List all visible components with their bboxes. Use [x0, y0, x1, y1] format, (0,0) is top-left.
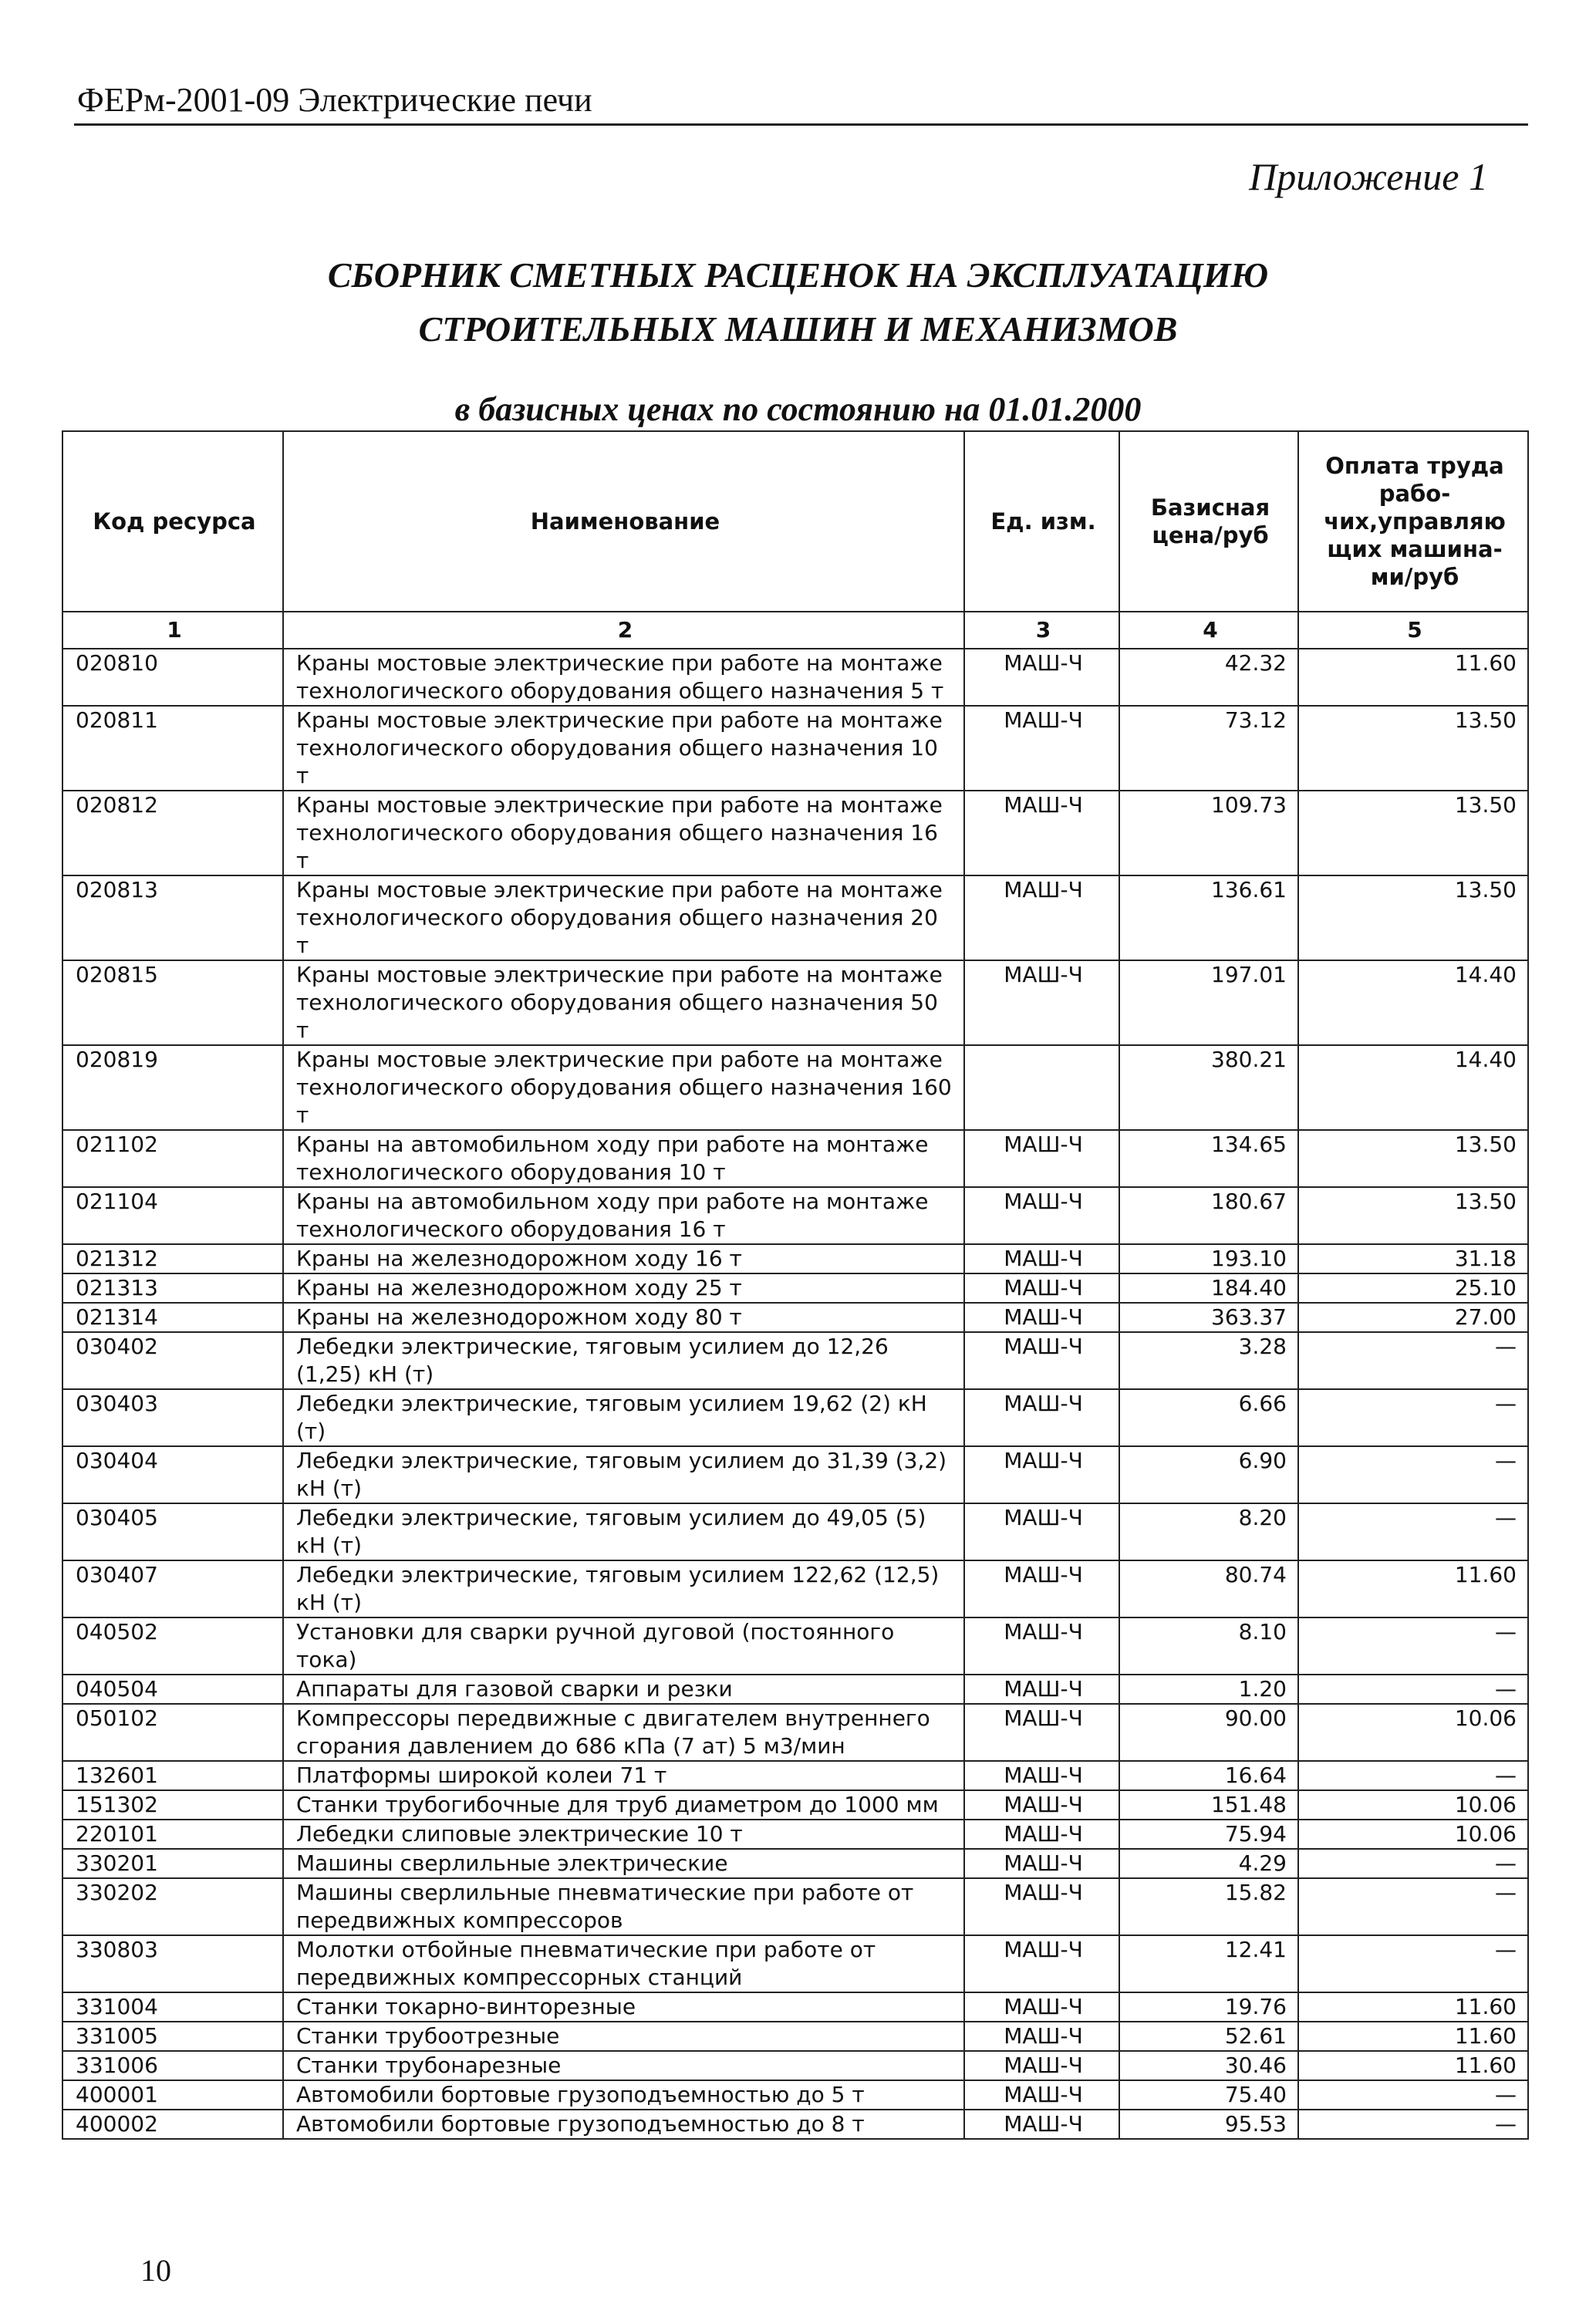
resource-name: Краны на автомобильном ходу при работе на монтаже технологического оборудования 10 т — [283, 1130, 964, 1187]
table-row — [62, 1187, 1528, 1244]
resource-code: 021313 — [62, 1273, 283, 1303]
table-row — [62, 1130, 1528, 1187]
wage-cell: 11.60 — [1298, 2022, 1528, 2051]
resource-code: 020810 — [62, 649, 283, 706]
unit-cell: МАШ-Ч — [964, 1446, 1119, 1503]
table-row — [62, 1303, 1528, 1332]
table-row — [62, 1045, 1528, 1130]
resource-name: Автомобили бортовые грузоподъемностью до 5 т — [283, 2080, 964, 2110]
unit-cell: МАШ-Ч — [964, 1878, 1119, 1935]
resource-name: Станки трубоотрезные — [283, 2022, 964, 2051]
resource-code: 030402 — [62, 1332, 283, 1389]
wage-cell: 11.60 — [1298, 1992, 1528, 2022]
resource-name: Станки трубонарезные — [283, 2051, 964, 2080]
resource-name: Аппараты для газовой сварки и резки — [283, 1675, 964, 1704]
wage-cell: 11.60 — [1298, 649, 1528, 706]
resource-name: Краны на железнодорожном ходу 16 т — [283, 1244, 964, 1273]
resource-name: Лебедки электрические, тяговым усилием до 31,39 (3,2) кН (т) — [283, 1446, 964, 1503]
column-number: 5 — [1298, 612, 1528, 649]
table-row — [62, 2051, 1528, 2080]
unit-cell: МАШ-Ч — [964, 1849, 1119, 1878]
unit-cell: МАШ-Ч — [964, 706, 1119, 791]
unit-cell: МАШ-Ч — [964, 1303, 1119, 1332]
wage-cell: 27.00 — [1298, 1303, 1528, 1332]
header-wage: Оплата труда рабо-чих,управляю щих машина-ми/руб — [1298, 431, 1528, 612]
base-price: 73.12 — [1119, 706, 1298, 791]
base-price: 363.37 — [1119, 1303, 1298, 1332]
base-price: 6.66 — [1119, 1389, 1298, 1446]
resource-name: Установки для сварки ручной дуговой (постоянного тока) — [283, 1617, 964, 1675]
header-rule — [74, 123, 1528, 126]
unit-cell: МАШ-Ч — [964, 1820, 1119, 1849]
column-number: 1 — [62, 612, 283, 649]
resource-name: Краны мостовые электрические при работе на монтаже технологического оборудования общего назначения 50 т — [283, 960, 964, 1045]
table-row — [62, 1761, 1528, 1790]
resource-name: Краны на железнодорожном ходу 25 т — [283, 1273, 964, 1303]
table-row — [62, 2022, 1528, 2051]
wage-cell: 10.06 — [1298, 1704, 1528, 1761]
wage-cell: — — [1298, 2080, 1528, 2110]
wage-cell: 10.06 — [1298, 1820, 1528, 1849]
base-price: 19.76 — [1119, 1992, 1298, 2022]
column-number: 4 — [1119, 612, 1298, 649]
base-price: 30.46 — [1119, 2051, 1298, 2080]
document-title-line-2: СТРОИТЕЛЬНЫХ МАШИН И МЕХАНИЗМОВ — [418, 309, 1178, 349]
base-price: 42.32 — [1119, 649, 1298, 706]
table-row — [62, 1503, 1528, 1560]
unit-cell: МАШ-Ч — [964, 1389, 1119, 1446]
table-row — [62, 2110, 1528, 2139]
wage-cell: — — [1298, 2110, 1528, 2139]
resource-code: 331005 — [62, 2022, 283, 2051]
table-row — [62, 1675, 1528, 1704]
resource-name: Краны мостовые электрические при работе на монтаже технологического оборудования общего назначения 5 т — [283, 649, 964, 706]
unit-cell: МАШ-Ч — [964, 1675, 1119, 1704]
base-price: 184.40 — [1119, 1273, 1298, 1303]
resource-name: Машины сверлильные электрические — [283, 1849, 964, 1878]
unit-cell: МАШ-Ч — [964, 1244, 1119, 1273]
wage-cell: 14.40 — [1298, 960, 1528, 1045]
wage-cell: 25.10 — [1298, 1273, 1528, 1303]
unit-cell: МАШ-Ч — [964, 791, 1119, 875]
base-price: 1.20 — [1119, 1675, 1298, 1704]
table-row — [62, 1992, 1528, 2022]
base-price: 52.61 — [1119, 2022, 1298, 2051]
resource-code: 030405 — [62, 1503, 283, 1560]
unit-cell: МАШ-Ч — [964, 960, 1119, 1045]
wage-cell: 13.50 — [1298, 1187, 1528, 1244]
resource-name: Компрессоры передвижные с двигателем внутреннего сгорания давлением до 686 кПа (7 ат) 5 м3/мин — [283, 1704, 964, 1761]
wage-cell: 10.06 — [1298, 1790, 1528, 1820]
table-row — [62, 706, 1528, 791]
unit-cell: МАШ-Ч — [964, 1761, 1119, 1790]
unit-cell: МАШ-Ч — [964, 1935, 1119, 1992]
resource-name: Станки трубогибочные для труб диаметром до 1000 мм — [283, 1790, 964, 1820]
resource-name: Краны на железнодорожном ходу 80 т — [283, 1303, 964, 1332]
header-code: Код ресурса — [62, 431, 283, 612]
resource-name: Машины сверлильные пневматические при работе от передвижных компрессоров — [283, 1878, 964, 1935]
wage-cell: — — [1298, 1675, 1528, 1704]
unit-cell: МАШ-Ч — [964, 1273, 1119, 1303]
wage-cell: 13.50 — [1298, 706, 1528, 791]
wage-cell: 13.50 — [1298, 875, 1528, 960]
page-number: 10 — [140, 2253, 171, 2288]
resource-code: 220101 — [62, 1820, 283, 1849]
resource-name: Станки токарно-винторезные — [283, 1992, 964, 2022]
resource-code: 330803 — [62, 1935, 283, 1992]
wage-cell: 31.18 — [1298, 1244, 1528, 1273]
column-number: 2 — [283, 612, 964, 649]
base-price: 380.21 — [1119, 1045, 1298, 1130]
resource-code: 030407 — [62, 1560, 283, 1617]
wage-cell: 14.40 — [1298, 1045, 1528, 1130]
resource-code: 021102 — [62, 1130, 283, 1187]
base-price: 8.10 — [1119, 1617, 1298, 1675]
unit-cell: МАШ-Ч — [964, 1992, 1119, 2022]
table-row — [62, 1617, 1528, 1675]
table-row — [62, 1878, 1528, 1935]
table-row — [62, 1935, 1528, 1992]
unit-cell: МАШ-Ч — [964, 1560, 1119, 1617]
base-price: 109.73 — [1119, 791, 1298, 875]
table-row — [62, 791, 1528, 875]
resource-code: 040502 — [62, 1617, 283, 1675]
table-row — [62, 1560, 1528, 1617]
resource-code: 021312 — [62, 1244, 283, 1273]
table-row — [62, 1820, 1528, 1849]
base-price: 75.94 — [1119, 1820, 1298, 1849]
base-price: 197.01 — [1119, 960, 1298, 1045]
unit-cell: МАШ-Ч — [964, 1187, 1119, 1244]
base-price: 180.67 — [1119, 1187, 1298, 1244]
document-title-line-1: СБОРНИК СМЕТНЫХ РАСЦЕНОК НА ЭКСПЛУАТАЦИЮ — [327, 255, 1269, 295]
wage-cell: 11.60 — [1298, 2051, 1528, 2080]
resource-name: Краны мостовые электрические при работе на монтаже технологического оборудования общего назначения 10 т — [283, 706, 964, 791]
base-price: 6.90 — [1119, 1446, 1298, 1503]
resource-name: Краны на автомобильном ходу при работе на монтаже технологического оборудования 16 т — [283, 1187, 964, 1244]
wage-cell: 11.60 — [1298, 1560, 1528, 1617]
base-price: 193.10 — [1119, 1244, 1298, 1273]
table-header-row — [62, 431, 1528, 612]
base-price: 15.82 — [1119, 1878, 1298, 1935]
wage-cell: — — [1298, 1389, 1528, 1446]
resource-name: Краны мостовые электрические при работе на монтаже технологического оборудования общего назначения 16 т — [283, 791, 964, 875]
resource-code: 040504 — [62, 1675, 283, 1704]
wage-cell: — — [1298, 1935, 1528, 1992]
wage-cell: 13.50 — [1298, 1130, 1528, 1187]
table-row — [62, 1389, 1528, 1446]
unit-cell: МАШ-Ч — [964, 1130, 1119, 1187]
resource-code: 330201 — [62, 1849, 283, 1878]
wage-cell: — — [1298, 1503, 1528, 1560]
unit-cell: МАШ-Ч — [964, 1503, 1119, 1560]
resource-code: 030404 — [62, 1446, 283, 1503]
resource-name: Краны мостовые электрические при работе на монтаже технологического оборудования общего назначения 20 т — [283, 875, 964, 960]
resource-code: 331006 — [62, 2051, 283, 2080]
resource-name: Лебедки слиповые электрические 10 т — [283, 1820, 964, 1849]
table-row — [62, 1332, 1528, 1389]
appendix-label: Приложение 1 — [1249, 155, 1488, 198]
resource-code: 030403 — [62, 1389, 283, 1446]
base-price: 136.61 — [1119, 875, 1298, 960]
resource-name: Лебедки электрические, тяговым усилием до 49,05 (5) кН (т) — [283, 1503, 964, 1560]
unit-cell — [964, 1045, 1119, 1130]
base-price: 134.65 — [1119, 1130, 1298, 1187]
resource-code: 151302 — [62, 1790, 283, 1820]
resource-code: 021104 — [62, 1187, 283, 1244]
resource-code: 020815 — [62, 960, 283, 1045]
unit-cell: МАШ-Ч — [964, 2051, 1119, 2080]
resource-name: Лебедки электрические, тяговым усилием до 12,26 (1,25) кН (т) — [283, 1332, 964, 1389]
unit-cell: МАШ-Ч — [964, 875, 1119, 960]
resource-name: Платформы широкой колеи 71 т — [283, 1761, 964, 1790]
resource-code: 330202 — [62, 1878, 283, 1935]
table-row — [62, 1273, 1528, 1303]
resource-code: 020819 — [62, 1045, 283, 1130]
table-row — [62, 960, 1528, 1045]
table-row — [62, 1790, 1528, 1820]
wage-cell: — — [1298, 1332, 1528, 1389]
resource-code: 331004 — [62, 1992, 283, 2022]
base-price: 95.53 — [1119, 2110, 1298, 2139]
resource-name: Лебедки электрические, тяговым усилием 122,62 (12,5) кН (т) — [283, 1560, 964, 1617]
column-number-row — [62, 612, 1528, 649]
resource-code: 132601 — [62, 1761, 283, 1790]
unit-cell: МАШ-Ч — [964, 1332, 1119, 1389]
resource-code: 050102 — [62, 1704, 283, 1761]
header-price: Базисная цена/руб — [1119, 431, 1298, 612]
resource-code: 020812 — [62, 791, 283, 875]
unit-cell: МАШ-Ч — [964, 2110, 1119, 2139]
unit-cell: МАШ-Ч — [964, 1790, 1119, 1820]
table-row — [62, 1704, 1528, 1761]
table-row — [62, 1446, 1528, 1503]
table-row — [62, 1244, 1528, 1273]
unit-cell: МАШ-Ч — [964, 2022, 1119, 2051]
base-price: 90.00 — [1119, 1704, 1298, 1761]
base-price: 16.64 — [1119, 1761, 1298, 1790]
wage-cell: — — [1298, 1878, 1528, 1935]
base-price: 80.74 — [1119, 1560, 1298, 1617]
wage-cell: — — [1298, 1849, 1528, 1878]
base-price: 8.20 — [1119, 1503, 1298, 1560]
resource-code: 400001 — [62, 2080, 283, 2110]
resource-code: 021314 — [62, 1303, 283, 1332]
running-header: ФЕРм-2001-09 Электрические печи — [77, 81, 592, 119]
base-price: 75.40 — [1119, 2080, 1298, 2110]
base-price: 3.28 — [1119, 1332, 1298, 1389]
resource-name: Автомобили бортовые грузоподъемностью до 8 т — [283, 2110, 964, 2139]
base-price: 151.48 — [1119, 1790, 1298, 1820]
wage-cell: — — [1298, 1761, 1528, 1790]
unit-cell: МАШ-Ч — [964, 649, 1119, 706]
table-row — [62, 649, 1528, 706]
table-row — [62, 1849, 1528, 1878]
wage-cell: — — [1298, 1617, 1528, 1675]
unit-cell: МАШ-Ч — [964, 1617, 1119, 1675]
column-number: 3 — [964, 612, 1119, 649]
unit-cell: МАШ-Ч — [964, 1704, 1119, 1761]
resource-name: Молотки отбойные пневматические при работе от передвижных компрессорных станций — [283, 1935, 964, 1992]
resource-code: 020811 — [62, 706, 283, 791]
wage-cell: 13.50 — [1298, 791, 1528, 875]
base-price: 4.29 — [1119, 1849, 1298, 1878]
resource-name: Лебедки электрические, тяговым усилием 19,62 (2) кН (т) — [283, 1389, 964, 1446]
unit-cell: МАШ-Ч — [964, 2080, 1119, 2110]
resource-code: 020813 — [62, 875, 283, 960]
resource-code: 400002 — [62, 2110, 283, 2139]
table-row — [62, 2080, 1528, 2110]
document-subtitle: в базисных ценах по состоянию на 01.01.2000 — [454, 390, 1142, 428]
resource-name: Краны мостовые электрические при работе на монтаже технологического оборудования общего назначения 160 т — [283, 1045, 964, 1130]
header-unit: Ед. изм. — [964, 431, 1119, 612]
header-name: Наименование — [283, 431, 964, 612]
base-price: 12.41 — [1119, 1935, 1298, 1992]
table-row — [62, 875, 1528, 960]
wage-cell: — — [1298, 1446, 1528, 1503]
rates-table — [62, 430, 1529, 2140]
